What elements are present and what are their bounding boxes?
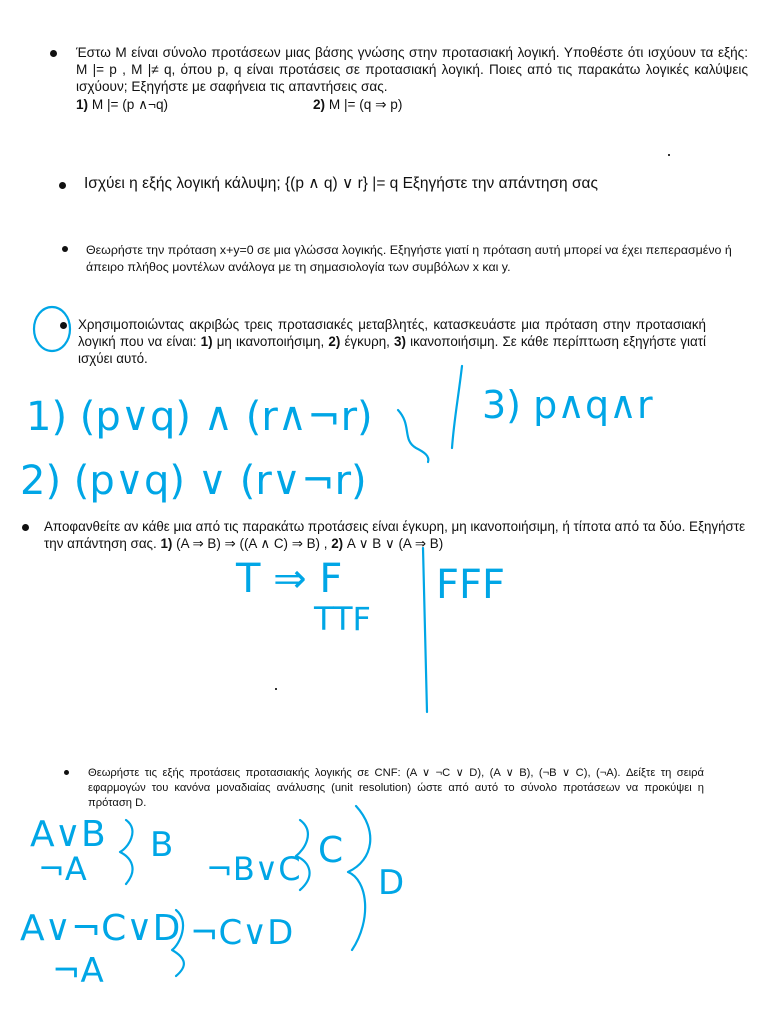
q4-intro: Χρησιμοποιώντας ακριβώς τρεις προτασιακές μεταβλητές, κατασκευάστε μια πρόταση στην προτασιακή λογική που να είναι: — [78, 317, 706, 349]
ink-q5-row-1: T ⇒ F — [236, 556, 343, 602]
q4-label-3: 3) — [394, 334, 406, 349]
ink-brace — [348, 806, 370, 950]
bullet-icon — [50, 50, 57, 57]
bullet-icon — [62, 246, 68, 252]
ink-q6-clause-d: A∨¬C∨D — [20, 908, 181, 949]
bullet-icon — [64, 770, 69, 775]
q4-item-3: ικανοποιήσιμη. Σε κάθε περίπτωση εξηγήστε γιατί ισχύει αυτό. — [78, 334, 706, 366]
ink-q4-line-3: 3) p∧q∧r — [482, 383, 653, 427]
q4-label-2: 2) — [328, 334, 341, 349]
question-6-text: Θεωρήστε τις εξής προτάσεις προτασιακής λογικής σε CNF: (A ∨ ¬C ∨ D), (A ∨ B), (¬B ∨ C), (¬A). Δείξτε τη σειρά εφαρμογών του κανόνα μοναδιαίας ανάλυσης (unit resolution) ώστε από αυτό το σύνολο προτάσεων να προκύψει η πρόταση D. — [88, 767, 704, 809]
ink-q6-result-3: ¬C∨D — [190, 913, 294, 953]
ink-q6-clause-a: A∨B — [30, 814, 106, 855]
ink-q6-final: D — [378, 863, 405, 903]
question-1-sub-1 — [76, 97, 168, 113]
question-4-text — [78, 316, 706, 367]
ink-q6-clause-c: ¬B∨C — [206, 850, 301, 888]
question-3-text: Θεωρήστε την πρόταση x+y=0 σε μια γλώσσα λογικής. Εξηγήστε γιατί η πρόταση αυτή μπορεί να έχει πεπερασμένο ή άπειρο πλήθος μοντέλων ανάλογα με τη σημασιολογία των συμβόλων x και y. — [86, 243, 732, 274]
bullet-icon — [60, 322, 67, 329]
ink-circle — [34, 307, 70, 351]
sub-1-label: 1) — [76, 97, 89, 112]
bullet-icon — [59, 182, 66, 189]
question-1-text: Έστω Μ είναι σύνολο προτάσεων μιας βάσης γνώσης στην προτασιακή λογική. Υποθέστε ότι ισχύουν τα εξής: M |= p , M |≠ q, όπου p, q είναι προτάσεις σε προτασιακή λογική. Ποιες από τις παρακάτω λογικές καλύψεις ισχύουν; Εξηγήστε με σαφήνεια τις απαντήσεις σας. — [76, 45, 748, 94]
ink-brace — [296, 820, 310, 890]
q4-item-1: μη ικανοποιήσιμη, — [216, 334, 325, 349]
question-1-sub-2 — [313, 97, 402, 113]
q5-item-2: A ∨ B ∨ (A ⇒ B) — [346, 536, 444, 551]
sub-2-text: M |= (q ⇒ p) — [328, 97, 403, 112]
ink-q4-line-2: 2) (p∨q) ∨ (r∨¬r) — [20, 458, 367, 504]
bullet-icon — [22, 524, 29, 531]
ink-q5-row-1b: FFF — [436, 562, 506, 608]
ink-separator — [452, 366, 462, 448]
sub-2-label: 2) — [313, 97, 326, 112]
q5-intro: Αποφανθείτε αν κάθε μια από τις παρακάτω προτάσεις είναι έγκυρη, μη ικανοποιήσιμη, ή τίποτα από τα δύο. Εξηγήστε την απάντηση σας. — [44, 519, 746, 551]
question-5-text — [44, 518, 766, 552]
ink-q4-line-1: 1) (p∨q) ∧ (r∧¬r) — [26, 394, 373, 440]
ink-q6-result-1: B — [150, 825, 174, 865]
ink-q5-row-2: TTF — [314, 600, 371, 638]
sub-1-text: M |= (p ∧¬q) — [91, 97, 169, 112]
ink-scribble — [398, 410, 428, 462]
q5-label-1: 1) — [160, 536, 173, 551]
question-2-text: Ισχύει η εξής λογική κάλυψη; {(p ∧ q) ∨ r} |= q Εξηγήστε την απάντηση σας — [84, 175, 598, 192]
q5-item-1: (A ⇒ B) ⇒ ((A ∧ C) ⇒ B) , — [176, 536, 328, 551]
ink-q6-clause-e: ¬A — [52, 951, 104, 991]
q4-label-1: 1) — [200, 334, 213, 349]
ink-brace — [172, 910, 184, 976]
stray-dot — [668, 154, 670, 156]
ink-brace — [120, 820, 133, 884]
ink-vertical-line — [423, 548, 427, 712]
ink-q6-clause-b: ¬A — [38, 850, 87, 888]
q5-label-2: 2) — [331, 536, 344, 551]
ink-q6-result-2: C — [318, 830, 344, 871]
stray-dot — [275, 688, 277, 690]
q4-item-2: έγκυρη, — [344, 334, 390, 349]
